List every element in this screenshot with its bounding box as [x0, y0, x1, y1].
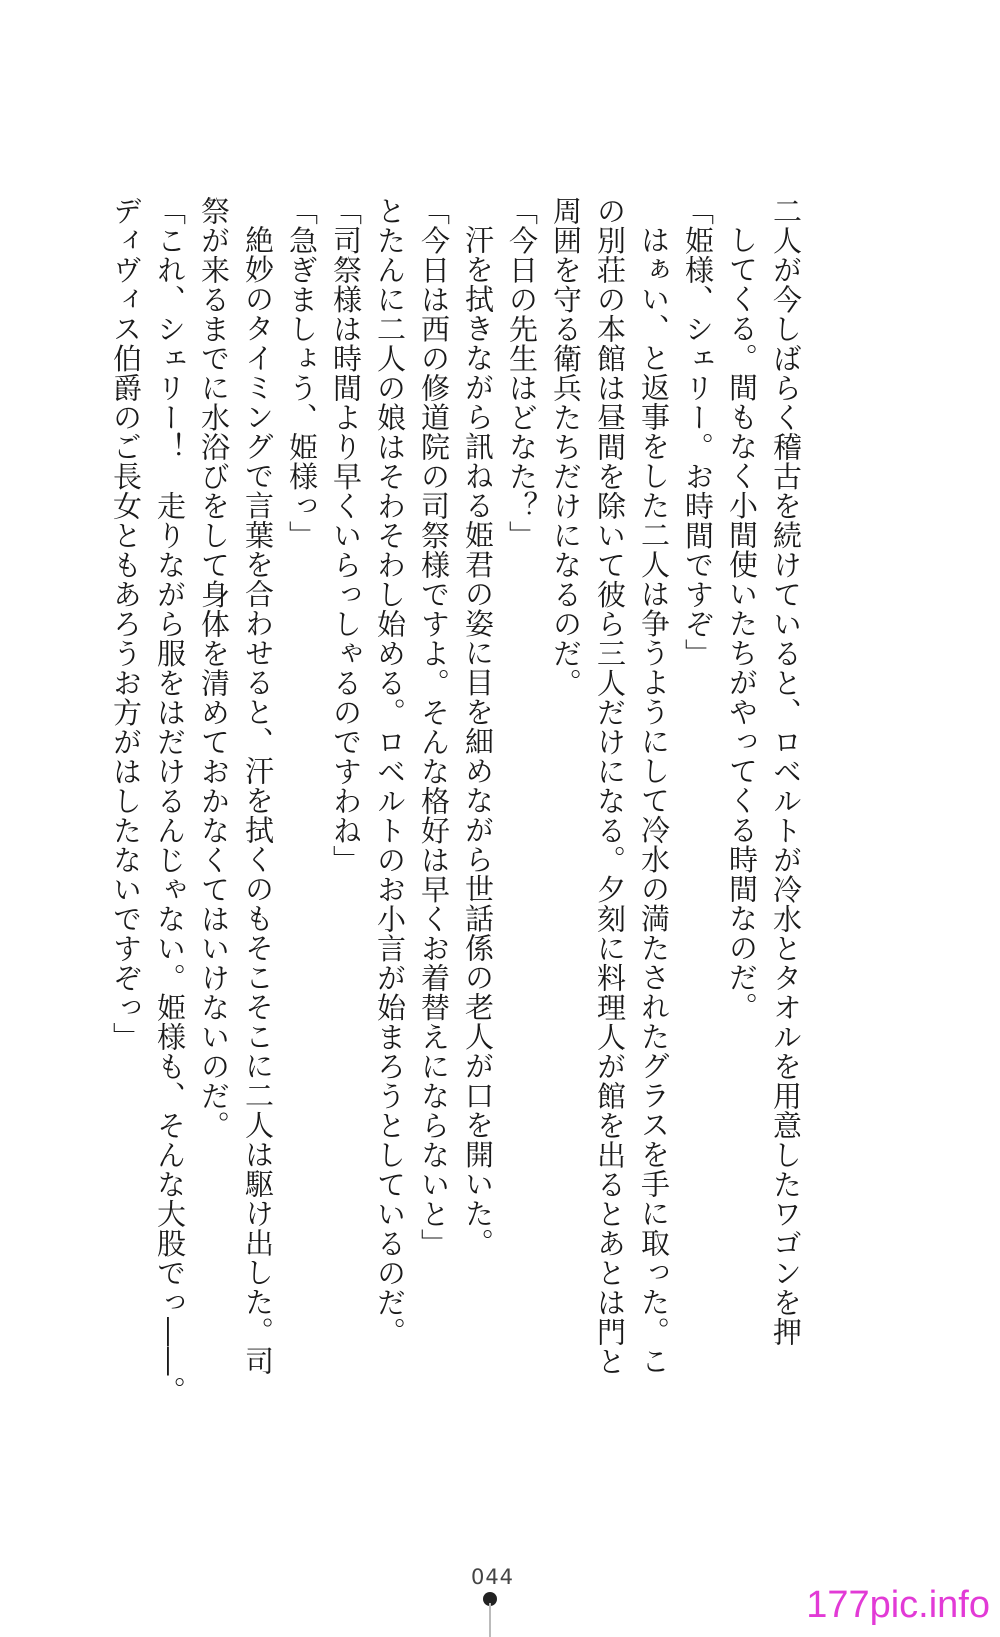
text-line: 周囲を守る衛兵たちだけになるのだ。 [549, 196, 583, 698]
page-number: 044 [470, 1565, 515, 1589]
page-marker-line [489, 1603, 491, 1637]
text-line: ディヴィス伯爵のご長女ともあろうお方がはしたないですぞっ」 [109, 196, 143, 1052]
text-line: 「急ぎましょう、姫様っ」 [285, 196, 319, 550]
text-line: 絶妙のタイミングで言葉を合わせると、汗を拭くのもそこそこに二人は駆け出した。司 [241, 225, 275, 1376]
text-line: 「今日は西の修道院の司祭様ですよ。そんな格好は早くお着替えにならないと」 [417, 196, 451, 1258]
text-line: 二人が今しばらく稽古を続けていると、ロベルトが冷水とタオルを用意したワゴンを押 [769, 196, 803, 1347]
text-line: してくる。間もなく小間使いたちがやってくる時間なのだ。 [725, 225, 759, 1022]
text-line: の別荘の本館は昼間を除いて彼ら三人だけになる。夕刻に料理人が館を出るとあとは門と [593, 196, 627, 1376]
text-line: とたんに二人の娘はそわそわし始める。ロベルトのお小言が始まろうとしているのだ。 [373, 196, 407, 1347]
text-line: 祭が来るまでに水浴びをして身体を清めておかなくてはいけないのだ。 [197, 196, 231, 1140]
text-line: はぁい、と返事をした二人は争うようにして冷水の満たされたグラスを手に取った。こ [637, 225, 671, 1376]
text-line: 「姫様、シェリー。お時間ですぞ」 [681, 196, 715, 668]
text-line: 汗を拭きながら訊ねる姫君の姿に目を細めながら世話係の老人が口を開いた。 [461, 225, 495, 1258]
text-line: 「これ、シェリー！ 走りながら服をはだけるんじゃない。姫様も、そんな大股でっ――。 [153, 196, 187, 1406]
vertical-text-body [104, 196, 808, 1406]
text-line: 「今日の先生はどなた？」 [505, 196, 539, 550]
text-line: 「司祭様は時間より早くいらっしゃるのですわね」 [329, 196, 363, 875]
watermark: 177pic.info [806, 1584, 990, 1626]
